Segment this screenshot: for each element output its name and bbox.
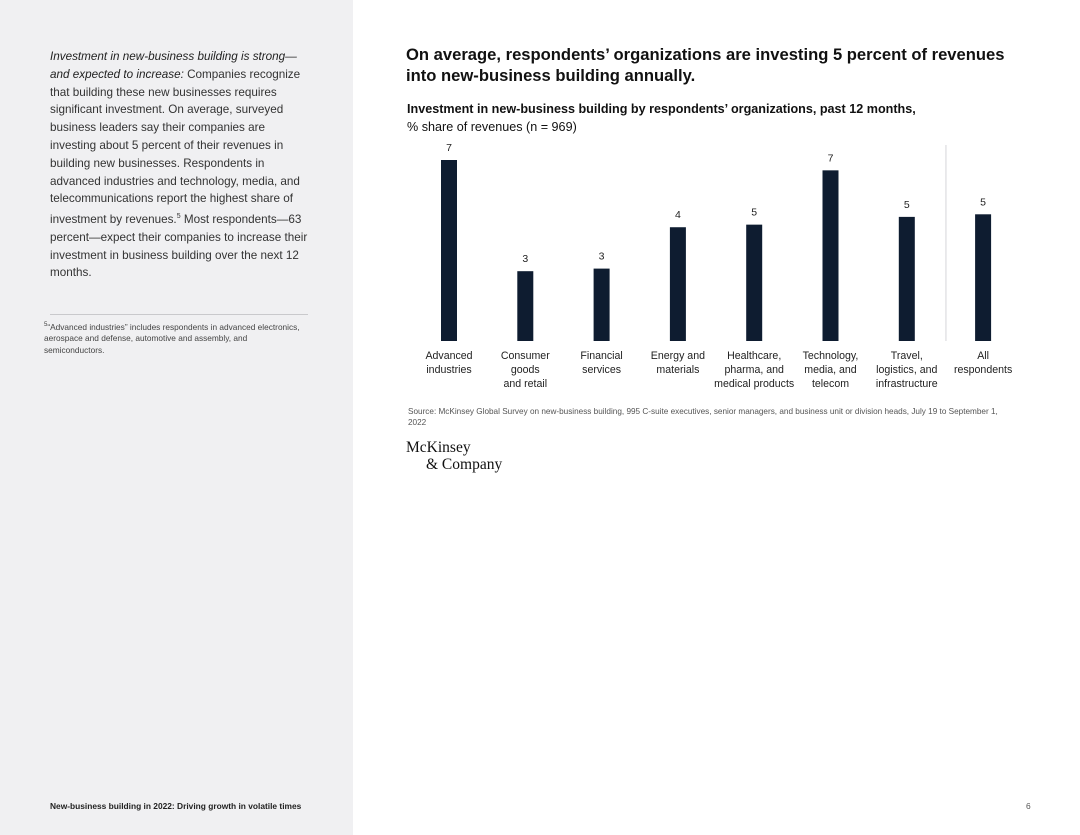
logo-line-2: & Company [426, 455, 503, 473]
category-label-line: materials [656, 364, 700, 376]
category-label-line: and retail [503, 378, 548, 390]
category-label [714, 350, 794, 390]
page-headline: On average, respondents’ organizations are investing 5 percent of revenues into new-business building annually. [406, 45, 1005, 85]
logo-line-1: McKinsey [406, 439, 471, 456]
category-label-line: Advanced [425, 350, 473, 362]
data-label: 5 [903, 198, 910, 211]
category-label-line: infrastructure [875, 378, 938, 390]
footnote-mark: 5 [44, 322, 48, 328]
category-label-line: Financial [580, 350, 623, 362]
data-label: 3 [598, 250, 605, 263]
sidebar-body-text [50, 48, 308, 282]
category-label-line: Consumer [500, 350, 550, 362]
bar [823, 170, 839, 341]
category-label [425, 350, 472, 376]
mckinsey-logo [406, 440, 502, 473]
category-label-line: goods [510, 364, 540, 376]
sidebar-panel [0, 0, 353, 835]
footnote-divider [50, 314, 308, 315]
bar [517, 271, 533, 341]
footnote-ref: 5 [176, 213, 181, 221]
data-label: 3 [522, 253, 529, 266]
category-label-line: media, and [804, 364, 857, 376]
category-label-line: pharma, and [724, 364, 784, 376]
category-label [651, 350, 705, 376]
source-note: Source: McKinsey Global Survey on new-business building, 995 C-suite executives, senior managers, and business unit or division heads, July 19 to September 1, 2022 [408, 407, 998, 427]
bar-chart [400, 135, 1040, 395]
bar [899, 217, 915, 341]
chart-title: Investment in new-business building by respondents’ organizations, past 12 months, [407, 102, 916, 116]
chart-title-block [407, 101, 1027, 136]
category-label [876, 350, 938, 390]
category-label-line: respondents [953, 364, 1013, 376]
category-label-line: industries [426, 364, 472, 376]
category-label-line: Healthcare, [727, 350, 782, 362]
category-label-line: telecom [811, 378, 850, 390]
category-label-line: logistics, and [876, 364, 938, 376]
category-label [501, 350, 550, 390]
sidebar-lead: Investment in new-business building is strong—and expected to increase: [50, 50, 297, 81]
category-label-line: medical products [714, 378, 795, 390]
category-label [954, 350, 1012, 376]
bar [670, 227, 686, 341]
data-label: 5 [751, 206, 758, 219]
data-label: 4 [674, 209, 681, 222]
category-label [580, 350, 622, 376]
category-label-line: Technology, [802, 350, 859, 362]
bar [594, 269, 610, 341]
category-label-line: Energy and [650, 350, 705, 362]
category-label [803, 350, 859, 390]
footnote-text: “Advanced industries” includes respondents in advanced electronics, aerospace and defense, automotive and assembly, and semiconductors. [44, 321, 300, 355]
category-label-line: Travel, [890, 350, 923, 362]
data-label: 5 [980, 196, 987, 209]
bar [975, 214, 991, 341]
data-label: 7 [827, 152, 834, 165]
bar [746, 225, 762, 341]
footer-title: New-business building in 2022: Driving growth in volatile times [50, 801, 302, 811]
category-label-line: All [977, 350, 989, 362]
sidebar-body-2: Most respondents—63 percent—expect their companies to increase their investment in business building over the next 12 months. [50, 213, 308, 280]
bar [441, 160, 457, 341]
category-label-line: services [582, 364, 622, 376]
sidebar-body-1: Companies recognize that building these new businesses requires significant investment. On average, surveyed business leaders say their companies are investing about 5 percent of their revenues in building new businesses. Respondents in advanced industries and technology, media, and telecommunications report the highest share of investment by revenues. [50, 67, 301, 227]
chart-subtitle: % share of revenues (n = 969) [407, 119, 577, 134]
data-label: 7 [446, 142, 452, 154]
page-number: 6 [1026, 801, 1031, 811]
footnote [44, 320, 308, 356]
